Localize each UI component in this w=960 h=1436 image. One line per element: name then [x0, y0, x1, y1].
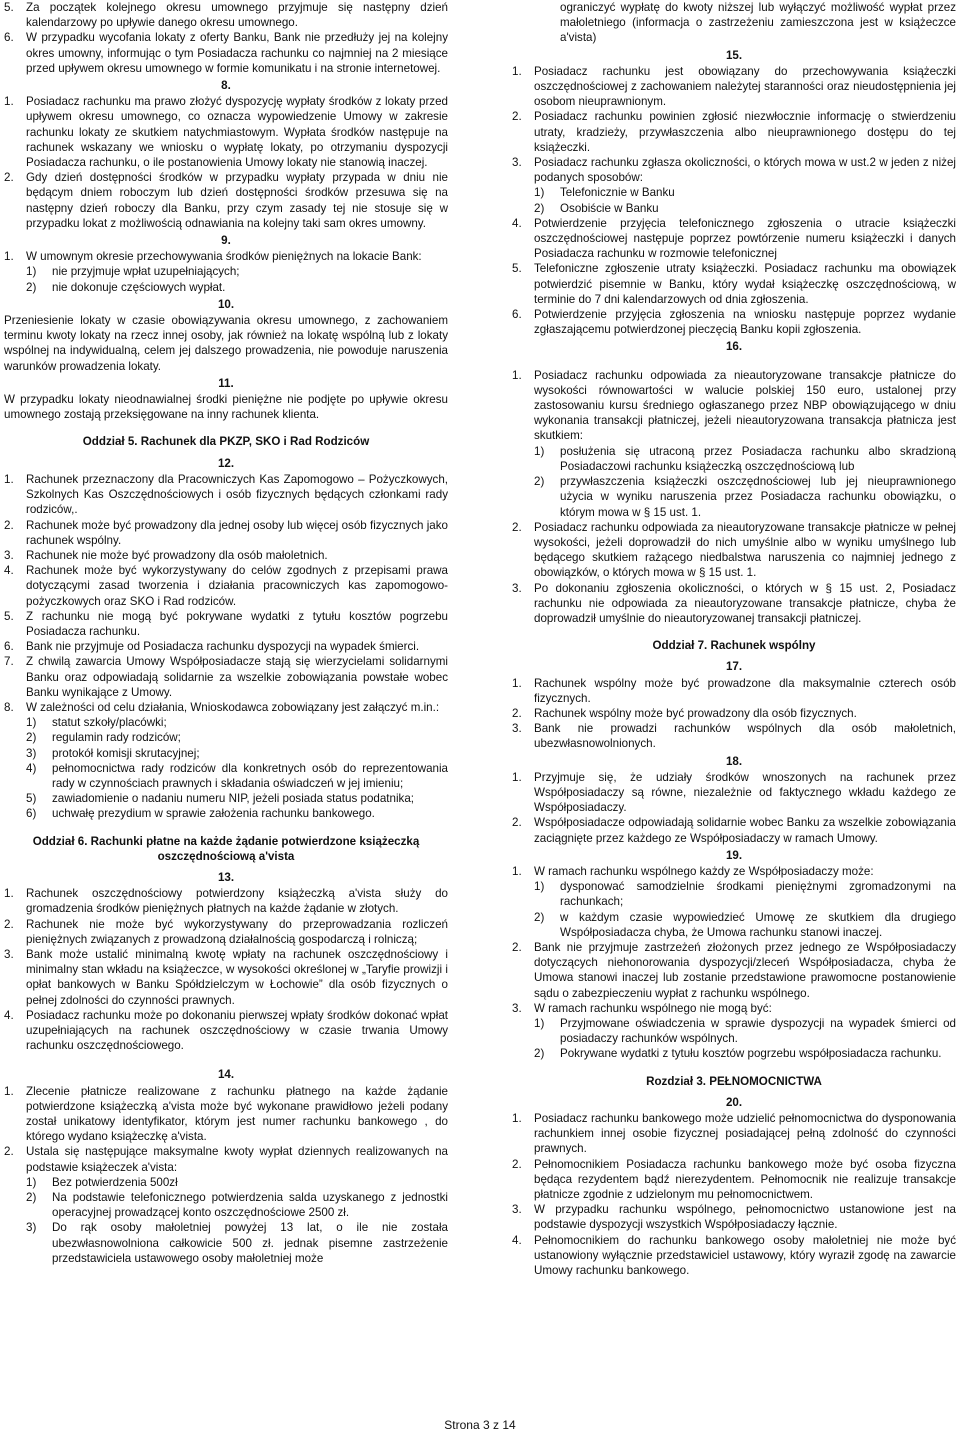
item-number — [534, 0, 560, 46]
item-number: 5. — [4, 609, 14, 623]
item-text: Po dokonaniu zgłoszenia okoliczności, o których w § 15 ust. 2, Posiadacz rachunku nie odpowiada za nieautoryzowane transakcje płatnicze, chyba że doprowadził umyślnie do nieautoryzowanej transakcji płatniczej. — [534, 581, 956, 625]
item-text: regulamin rady rodziców; — [52, 731, 181, 745]
sub-item — [534, 201, 956, 216]
item-text: Bank może ustalić minimalną kwotę wpłaty na rachunek oszczędnościowy i minimalny stan wkładu na książeczce, w wysokości określonej w „Taryfie prowizji i opłat bankowych w Banku Spółdzielczym w Łochowie” dla osób fizycznych o pełnej zdolności do czynności prawnych. — [26, 947, 448, 1007]
item-text: Przyjmuje się, że udziały środków wnoszonych na rachunek przez Współposiadaczy są równe, niezależnie od faktycznego wkładu każdego ze Współposiadaczy. — [534, 770, 956, 815]
item-number: 2. — [512, 940, 522, 954]
item-number: 1. — [512, 770, 522, 784]
item-number: 1) — [534, 444, 545, 458]
numbered-item — [512, 721, 956, 751]
sub-item — [26, 761, 448, 791]
right-column — [512, 0, 956, 1278]
item-number: 1. — [4, 887, 14, 901]
numbered-item — [4, 609, 448, 639]
spacer — [512, 356, 956, 368]
item-text: Ustala się następujące maksymalne kwoty wypłat dziennych realizowanych na podstawie książeczek a'vista: — [26, 1145, 448, 1174]
item-number: 2. — [512, 706, 522, 720]
item-number: 2. — [4, 1145, 14, 1159]
sub-item — [26, 1220, 448, 1266]
numbered-item — [4, 700, 448, 715]
numbered-item — [512, 940, 956, 1001]
sub-item — [534, 0, 956, 46]
item-text: w każdym czasie wypowiedzieć Umowę ze skutkiem dla drugiego Współposiadacza chyba, że Umowa rachunku stanowi inaczej. — [560, 910, 956, 939]
item-text: zawiadomienie o nadaniu numeru NIP, jeżeli posiada status podatnika; — [52, 792, 414, 806]
item-text: nie przyjmuje wpłat uzupełniających; — [52, 265, 240, 279]
sub-item — [26, 730, 448, 745]
numbered-item — [4, 1084, 448, 1145]
item-number: 1) — [534, 1017, 545, 1030]
item-text: protokół komisji skrutacyjnej; — [52, 746, 200, 760]
sub-item — [534, 185, 956, 200]
item-text: pełnomocnictwa rady rodziców dla konkretnych osób do reprezentowania rady w czynnościach prawnych i składania oświadczeń w jej imieniu; — [52, 761, 448, 790]
sub-item — [26, 1190, 448, 1220]
item-number: 3. — [512, 722, 522, 736]
item-text: Rachunek przeznaczony dla Pracowniczych Kas Zapomogowo – Pożyczkowych, Szkolnych Kas Oszczędnościowych i osób fizycznych będących członkami rady rodziców,. — [26, 472, 448, 517]
item-text: Bank nie przyjmuje od Posiadacza rachunku dyspozycji na wypadek śmierci. — [26, 640, 420, 654]
item-text: Posiadacz rachunku odpowiada za nieautoryzowane transakcje płatnicze w pełnej wysokości, jeżeli doprowadził do nich umyślnie albo w wyniku umyślnego lub będącego skutkiem rażącego niedbalstwa naruszenia co najmniej jednego z obowiązków, o których mowa w § 15 ust. 1. — [534, 520, 956, 580]
section-number: 13. — [217, 870, 235, 884]
section-number: 11. — [218, 376, 234, 390]
item-text: Współposiadacze odpowiadają solidarnie wobec Banku za wszelkie zobowiązania zaciągnięte przez każdego ze Współposiadaczy w ramach Umowy. — [534, 816, 956, 845]
item-text: Pełnomocnikiem do rachunku bankowego osoby małoletniej nie może być ustanowiony wyłącznie przedstawiciel ustawowy, który wyraził zgodę na zawarcie Umowy rachunku bankowego. — [534, 1233, 956, 1278]
numbered-item — [512, 1157, 956, 1203]
item-number: 2. — [512, 816, 522, 830]
division-heading: Oddział 6. Rachunki płatne na każde żądanie potwierdzone książeczką oszczędnościową a'vista — [32, 834, 420, 863]
item-number: 3. — [512, 156, 522, 170]
item-text: Posiadacz rachunku jest obowiązany do przechowywania książeczki oszczędnościowej z zachowaniem należytej staranności oraz nieudostępnienia jej osobom nieuprawnionym. — [534, 64, 956, 109]
item-number: 1. — [4, 1084, 14, 1098]
item-number: 2. — [512, 520, 522, 534]
numbered-item — [4, 917, 448, 947]
item-text: W umownym okresie przechowywania środków pieniężnych na lokacie Bank: — [26, 250, 422, 264]
numbered-item — [4, 563, 448, 609]
item-text: Do rąk osoby małoletniej powyżej 13 lat, o ile nie została ubezwłasnowolniona całkowicie 500 zł. jednak pisemne zastrzeżenie przedstawiciela ustawowego osoby małoletniej może — [52, 1221, 448, 1265]
page-number: Strona 3 z 14 — [444, 1418, 516, 1432]
item-number: 6) — [26, 807, 37, 821]
sub-item — [534, 444, 956, 474]
item-number: 5. — [4, 1, 14, 14]
division-heading: Oddział 5. Rachunek dla PKZP, SKO i Rad Rodziców — [82, 435, 370, 449]
item-number: 1) — [26, 265, 37, 279]
item-text: W przypadku rachunku wspólnego, pełnomocnictwo ustanowione jest na podstawie dyspozycji wszystkich Współposiadaczy łącznie. — [534, 1203, 956, 1232]
item-number: 3) — [26, 746, 37, 760]
item-text: Osobiście w Banku — [560, 201, 659, 215]
item-number: 3. — [512, 1001, 522, 1015]
item-number: 2. — [512, 1157, 522, 1171]
numbered-item — [512, 864, 956, 879]
item-text: Posiadacz rachunku powinien zgłosić niezwłocznie informację o stwierdzeniu utraty, kradzieży, przywłaszczenia albo nieuprawnionego dostępu do tej książeczki. — [534, 110, 956, 154]
item-text: dysponować samodzielnie środkami pieniężnymi zgromadzonymi na rachunkach; — [560, 880, 956, 909]
item-number: 3. — [512, 1203, 522, 1217]
item-number: 1. — [4, 250, 14, 264]
item-text: Rachunek może być wykorzystywany do celów zgodnych z przepisami prawa dotyczącymi zasad tworzenia i działania pracowniczych kas zapomogowo-pożyczkowych oraz SKO i Rad rodziców. — [26, 564, 448, 608]
item-text: W zależności od celu działania, Wnioskodawca zobowiązany jest załączyć m.in.: — [26, 700, 440, 714]
section-number: 12. — [217, 456, 235, 470]
sub-item — [26, 806, 448, 821]
numbered-item — [512, 815, 956, 845]
item-text: Za początek kolejnego okresu umownego przyjmuje się następny dzień kalendarzowy po upływie danego okresu umownego. — [26, 1, 448, 30]
section-number: 19. — [725, 848, 743, 862]
item-number: 1. — [512, 64, 522, 78]
item-text: Posiadacz rachunku może po dokonaniu pierwszej wpłaty środków dokonać wpłat uzupełniających na rachunek oszczędnościowy w czasie trwania Umowy rachunku oszczędnościowego. — [26, 1008, 448, 1053]
numbered-item — [512, 520, 956, 581]
item-text: Rachunek nie może być prowadzony dla osób małoletnich. — [26, 548, 328, 562]
item-text: Pełnomocnikiem Posiadacza rachunku bankowego może być osoba fizyczna będąca rezydentem bądź nierezydentem. Pełnomocnik nie realizuje transakcje płatnicze zgodnie z udzielonym mu pełnomocnictwem. — [534, 1157, 956, 1202]
item-number: 2. — [4, 171, 14, 185]
numbered-item — [512, 581, 956, 627]
section-number: 15. — [725, 48, 743, 62]
item-text: Bank nie prowadzi rachunków wspólnych dla osób małoletnich, ubezwłasnowolnionych. — [534, 722, 956, 751]
sub-item — [534, 879, 956, 909]
item-text: uchwałę prezydium w sprawie założenia rachunku bankowego. — [52, 807, 375, 821]
section-number: 20. — [725, 1095, 743, 1109]
item-number: 4. — [4, 1008, 14, 1022]
item-text: Potwierdzenie przyjęcia zgłoszenia na wniosku następuje poprzez wydanie zgłaszającemu potwierdzonej pieczęcią Banku kopii zgłoszenia. — [534, 308, 956, 337]
item-text: Z chwilą zawarcia Umowy Współposiadacze stają się wierzycielami solidarnymi Banku oraz odpowiadają solidarnie za wszelkie zobowiązania powstałe wobec Banku wynikające z Umowy. — [26, 655, 448, 699]
numbered-item — [4, 0, 448, 30]
item-text: statut szkoły/placówki; — [52, 716, 167, 730]
item-number: 3. — [4, 548, 14, 562]
item-number: 6. — [4, 640, 14, 654]
item-text: Przyjmowane oświadczenia w sprawie dyspozycji na wypadek śmierci od posiadaczy rachunków wspólnych. — [560, 1017, 956, 1046]
item-text: Na podstawie telefonicznego potwierdzenia salda uzyskanego z jednostki operacyjnej prowadzącej konto oszczędnościowe 2500 zł. — [52, 1191, 448, 1220]
item-number: 6. — [512, 308, 522, 322]
item-number: 1. — [4, 472, 14, 486]
item-number: 1) — [534, 880, 545, 894]
numbered-item — [4, 947, 448, 1008]
numbered-item — [512, 1233, 956, 1279]
division-heading: Oddział 7. Rachunek wspólny — [652, 639, 816, 653]
numbered-item — [512, 109, 956, 155]
sub-item — [26, 791, 448, 806]
item-number: 4. — [4, 564, 14, 578]
item-text: posłużenia się utraconą przez Posiadacza rachunku albo skradzioną Posiadaczowi rachunku książeczką oszczędnościową lub — [560, 444, 956, 473]
item-number: 5) — [26, 792, 37, 806]
item-number: 1. — [512, 368, 522, 382]
numbered-item — [4, 1144, 448, 1174]
item-number: 2. — [4, 518, 14, 532]
item-text: W ramach rachunku wspólnego każdy ze Współposiadaczy może: — [534, 864, 874, 878]
item-text: ograniczyć wypłatę do kwoty niższej lub wyłączyć możliwość wypłat przez małoletniego (informacja o zastrzeżeniu zamieszczona jest w książeczce a'vista) — [560, 1, 956, 45]
item-number: 2) — [534, 475, 545, 489]
sub-item — [534, 910, 956, 940]
item-number: 2. — [512, 110, 522, 124]
section-number: 14. — [217, 1068, 235, 1082]
numbered-item — [4, 548, 448, 563]
item-text: Gdy dzień dostępności środków w przypadku wypłaty przypada w dniu nie będącym dniem roboczym lub dzień dostępności środków przesuwa się na następny dzień roboczy dla Banku, przy czym zasady tej nie stosuje się w przypadku lokat z możliwością odnawiania na kolejny taki sam okres umowny. — [26, 171, 448, 230]
item-number: 3. — [4, 947, 14, 961]
item-text: Rachunek wspólny może być prowadzony dla osób fizycznych. — [534, 706, 857, 720]
division-heading: Rozdział 3. PEŁNOMOCNICTWA — [646, 1074, 822, 1088]
spacer — [4, 1053, 448, 1065]
item-text: W ramach rachunku wspólnego nie mogą być: — [534, 1001, 772, 1015]
numbered-item — [4, 639, 448, 654]
numbered-item — [4, 886, 448, 916]
item-number: 2) — [534, 201, 545, 215]
item-number: 1) — [26, 716, 37, 730]
item-text: Zlecenie płatnicze realizowane z rachunku płatnego na każde żądanie potwierdzone książeczką a'vista może być wykonane prawidłowo jeżeli podany został unikatowy identyfikator, którym jest numer rachunku bankowego , do którego wydano książeczkę a'vista. — [26, 1084, 448, 1144]
item-number: 2) — [26, 1191, 37, 1205]
numbered-item — [4, 654, 448, 700]
item-number: 1. — [4, 95, 14, 109]
numbered-item — [4, 1008, 448, 1054]
numbered-item — [4, 518, 448, 548]
numbered-item — [4, 249, 448, 264]
item-number: 2) — [26, 280, 37, 294]
item-text: Telefoniczne zgłoszenie utraty książeczki. Posiadacz rachunku ma obowiązek potwierdzić pisemnie w Banku, który wydał książeczkę oszczędnościową, w terminie do 7 dni kalendarzowych od dnia zgłoszenia. — [534, 262, 956, 306]
item-number: 4. — [512, 216, 522, 230]
numbered-item — [512, 1202, 956, 1232]
item-text: Bank nie przyjmuje zastrzeżeń złożonych przez jednego ze Współposiadaczy dotyczących niehonorowania dyspozycji/zleceń Współposiadacza, chyba że Umowa stanowi inaczej lub zostanie przedstawione prawomocne postanowienie sądu o zabezpieczeniu wypłat z rachunku wspólnego. — [534, 940, 956, 1000]
sub-item — [26, 746, 448, 761]
section-number: 18. — [725, 754, 743, 768]
item-number: 4) — [26, 761, 37, 775]
paragraph: W przypadku lokaty nieodnawialnej środki pieniężne nie podjęte po upływie okresu umownego zostają przeksięgowane na inny rachunek klienta. — [4, 393, 448, 422]
item-text: Posiadacz rachunku ma prawo złożyć dyspozycję wypłaty środków z lokaty przed upływem okresu umownego, co oznacza wypowiedzenie Umowy w zakresie rachunku lokaty ze skutkiem natychmiastowym. Wypłata środków następuje na rachunek wskazany we wniosku o wypłatę lokaty, po otrzymaniu dyspozycji Posiadacza rachunku, o ile postanowienia Umowy lokaty nie stanowią inaczej. — [26, 95, 448, 170]
sub-item — [26, 1175, 448, 1190]
numbered-item — [512, 155, 956, 185]
item-text: Telefonicznie w Banku — [560, 186, 675, 200]
item-number: 2. — [4, 917, 14, 931]
numbered-item — [512, 1001, 956, 1016]
item-number: 6. — [4, 31, 14, 45]
item-text: Posiadacz rachunku zgłasza okoliczności, o których mowa w ust.2 w jeden z niżej podanych sposobów: — [534, 156, 956, 185]
item-text: W przypadku wycofania lokaty z oferty Banku, Bank nie przedłuży jej na kolejny okres umowny, informując o tym Posiadacza rachunku co najmniej na 2 miesiące przed upływem okresu umownego w formie komunikatu i na stronie internetowej. — [26, 31, 448, 75]
sub-item — [26, 280, 448, 295]
section-number: 10. — [217, 297, 235, 311]
item-text: Potwierdzenie przyjęcia telefonicznego zgłoszenia o utracie książeczki oszczędnościowej następuje poprzez powtórzenie numeru książeczki i danych Posiadacza rachunku w rozmowie telefonicznej — [534, 216, 956, 261]
numbered-item — [512, 676, 956, 706]
item-text: nie dokonuje częściowych wypłat. — [52, 280, 226, 294]
item-number: 5. — [512, 262, 522, 276]
numbered-item — [512, 1111, 956, 1157]
section-number: 9. — [221, 234, 231, 248]
item-number: 2) — [534, 910, 545, 924]
numbered-item — [4, 472, 448, 518]
item-text: Z rachunku nie mogą być pokrywane wydatki z tytułu kosztów pogrzebu Posiadacza rachunku. — [26, 609, 448, 638]
numbered-item — [512, 261, 956, 307]
item-number: 1. — [512, 864, 522, 878]
item-number: 1) — [26, 1175, 37, 1189]
sub-item — [26, 715, 448, 730]
item-number: 4. — [512, 1233, 522, 1247]
item-text: Rachunek nie może być wykorzystywany do przeprowadzania rozliczeń pieniężnych związanych z prowadzoną działalnością gospodarczą i rolniczą; — [26, 917, 448, 946]
section-number: 16. — [725, 340, 743, 354]
section-number: 8. — [221, 79, 231, 93]
item-number: 2) — [534, 1047, 545, 1061]
left-column — [4, 0, 448, 1266]
paragraph: Przeniesienie lokaty w czasie obowiązywania okresu umownego, z zachowaniem terminu kwoty lokaty na rzecz innej osoby, jak również na lokatę wspólną lub z lokaty wspólnej na indywidualną, celem jej dalszego prowadzenia, nie powoduje naruszenia warunków prowadzenia lokaty. — [4, 314, 448, 373]
item-number: 3) — [26, 1221, 37, 1235]
item-number: 1. — [512, 1112, 522, 1126]
sub-item — [534, 1016, 956, 1046]
item-text: przywłaszczenia książeczki oszczędnościowej lub jej nieuprawnionego użycia w wyniku naruszenia przez Posiadacza rachunku obowiązku, o którym mowa w § 15 ust. 1. — [560, 475, 956, 519]
numbered-item — [512, 770, 956, 816]
numbered-item — [512, 368, 956, 444]
numbered-item — [4, 94, 448, 170]
numbered-item — [512, 64, 956, 110]
sub-item — [534, 1046, 956, 1061]
sub-item — [26, 264, 448, 279]
item-text: Pokrywane wydatki z tytułu kosztów pogrzebu współposiadacza rachunku. — [560, 1047, 942, 1061]
numbered-item — [512, 706, 956, 721]
item-text: Bez potwierdzenia 500zł — [52, 1175, 178, 1189]
item-number: 3. — [512, 581, 522, 595]
numbered-item — [512, 307, 956, 337]
section-number: 17. — [725, 660, 743, 674]
numbered-item — [4, 30, 448, 76]
numbered-item — [512, 216, 956, 262]
sub-item — [534, 474, 956, 520]
item-text: Rachunek może być prowadzony dla jednej osoby lub więcej osób fizycznych jako rachunek wspólny. — [26, 518, 448, 547]
item-number: 2) — [26, 731, 37, 745]
item-number: 1) — [534, 186, 545, 200]
item-number: 7. — [4, 655, 14, 669]
item-number: 8. — [4, 700, 14, 714]
item-text: Rachunek oszczędnościowy potwierdzony książeczką a'vista służy do gromadzenia środków pieniężnych płatnych na każde żądanie w złotych. — [26, 887, 448, 916]
item-text: Rachunek wspólny może być prowadzone dla maksymalnie czterech osób fizycznych. — [534, 676, 956, 705]
item-text: Posiadacz rachunku bankowego może udzielić pełnomocnictwa do dysponowania rachunkiem innej osobie fizycznej posiadającej pełną zdolność do czynności prawnych. — [534, 1112, 956, 1156]
item-text: Posiadacz rachunku odpowiada za nieautoryzowane transakcje płatnicze do wysokości równowartości w walucie polskiej 150 euro, ustalonej przy zastosowaniu kursu średniego ogłaszanego przez NBP obowiązującego w dniu wykonania transakcji płatniczej, jeżeli nieautoryzowana transakcja płatnicza jest skutkiem: — [534, 368, 956, 443]
numbered-item — [4, 170, 448, 231]
item-number: 1. — [512, 676, 522, 690]
